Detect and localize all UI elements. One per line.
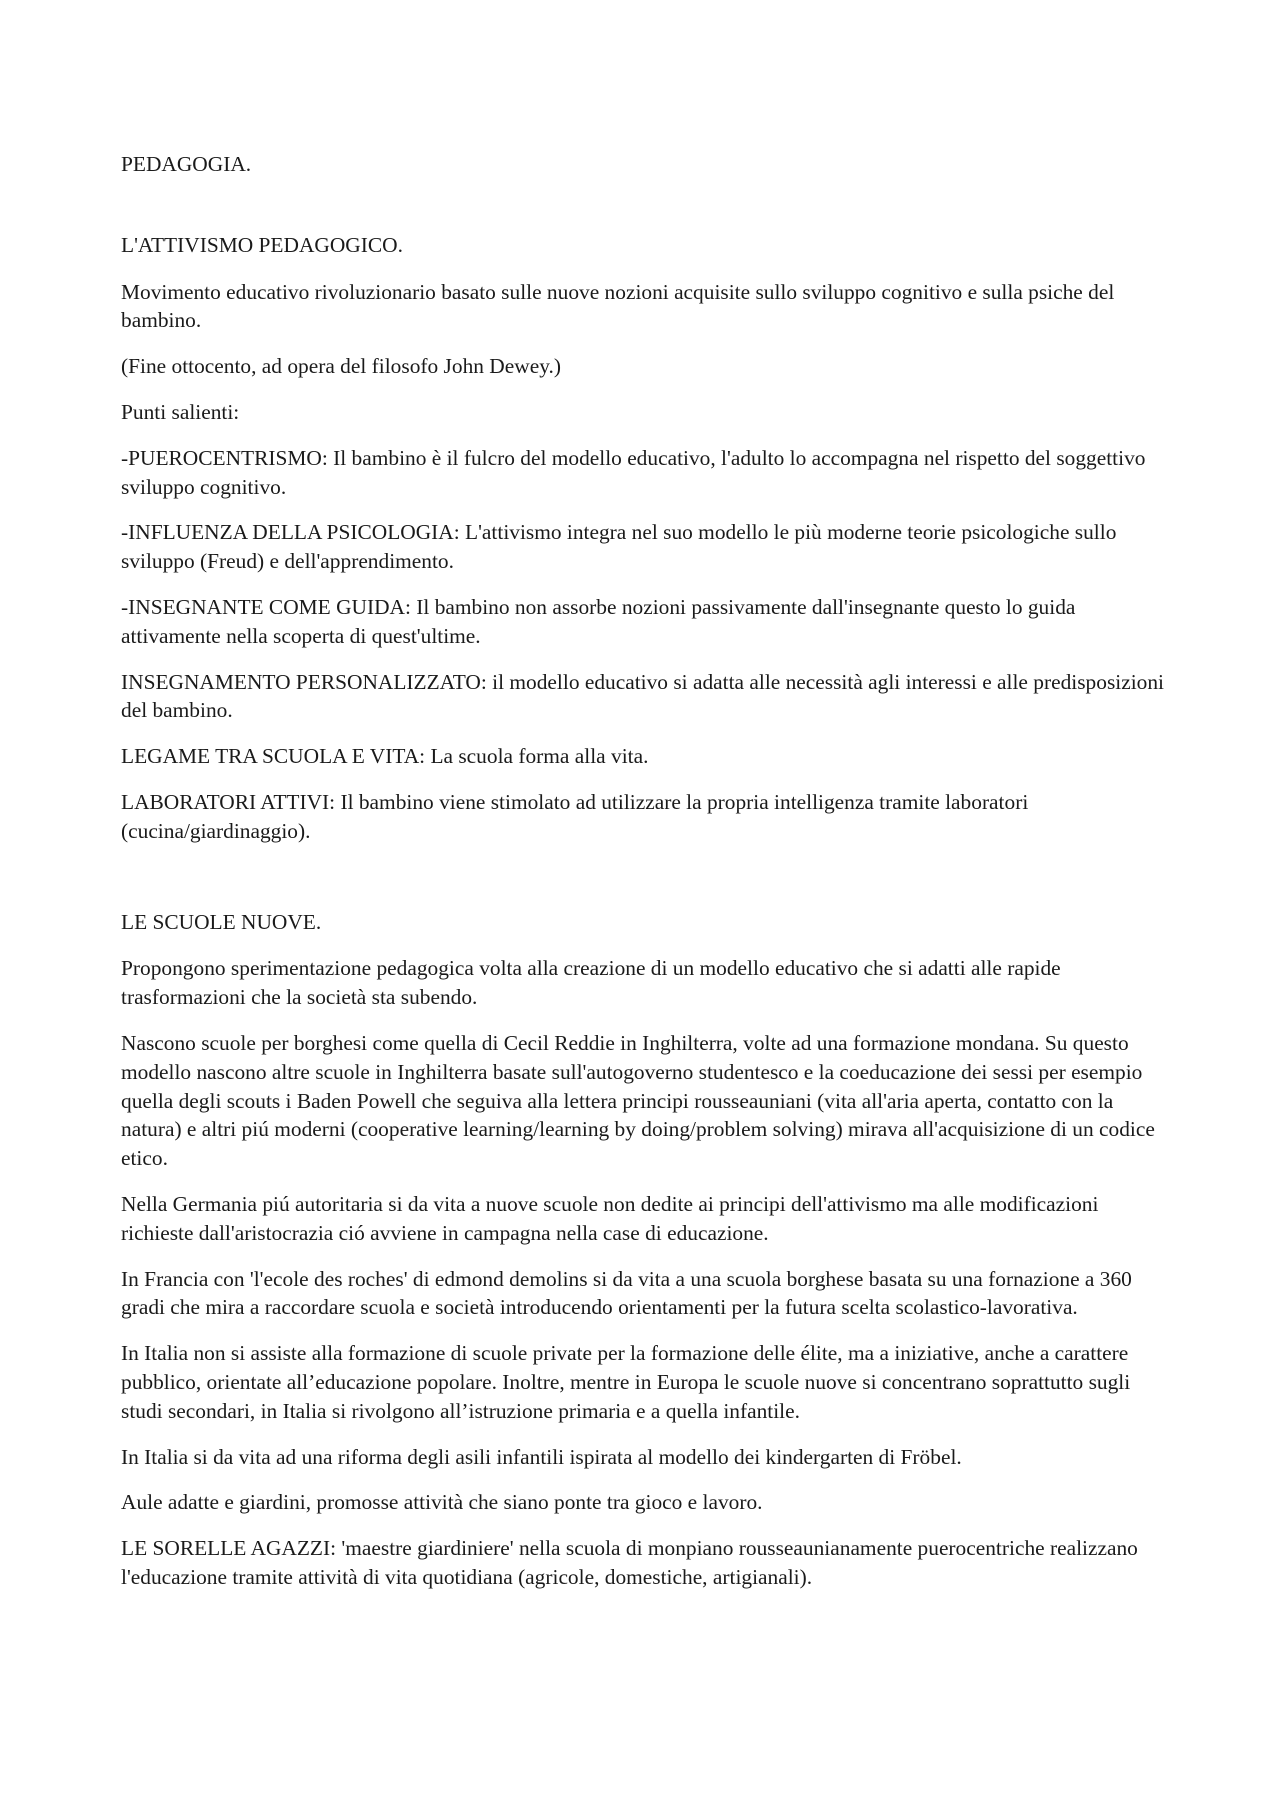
document-body — [121, 150, 1171, 1609]
paragraph: Nascono scuole per borghesi come quella di Cecil Reddie in Inghilterra, volte ad una formazione mondana. Su questo modello nascono altre scuole in Inghilterra basate sull'autogoverno studentesco e la coeducazione dei sessi per esempio quella degli scouts i Baden Powell che seguiva alla lettera principi rousseauniani (vita all'aria aperta, contatto con la natura) e altri piú moderni (cooperative learning/learning by doing/problem solving) mirava all'acquisizione di un codice etico. — [121, 1030, 1155, 1171]
paragraph: Movimento educativo rivoluzionario basato sulle nuove nozioni acquisite sullo sviluppo cognitivo e sulla psiche del bambino. — [121, 279, 1115, 333]
paragraph: Nella Germania piú autoritaria si da vita a nuove scuole non dedite ai principi dell'attivismo ma alle modificazioni richieste dall'aristocrazia ció avviene in campagna nella case di educazione. — [121, 1191, 1099, 1245]
paragraph: INSEGNAMENTO PERSONALIZZATO: il modello educativo si adatta alle necessità agli interessi e alle predisposizioni del bambino. — [121, 669, 1164, 723]
paragraph: Punti salienti: — [121, 399, 240, 424]
paragraph: (Fine ottocento, ad opera del filosofo John Dewey.) — [121, 354, 561, 379]
paragraph: In Italia non si assiste alla formazione di scuole private per la formazione delle élite, ma a iniziative, anche a carattere pubblico, orientate all’educazione popolare. Inoltre, mentre in Europa le scuole nuove si concentrano soprattutto sugli studi secondari, in Italia si rivolgono all’istruzione primaria e a quella infantile. — [121, 1341, 1131, 1423]
paragraph: LEGAME TRA SCUOLA E VITA: La scuola forma alla vita. — [121, 744, 649, 769]
paragraph: In Italia si da vita ad una riforma degli asili infantili ispirata al modello dei kindergarten di Fröbel. — [121, 1444, 962, 1469]
section-heading-scuole-nuove: LE SCUOLE NUOVE. — [121, 909, 322, 934]
document-title: PEDAGOGIA. — [121, 152, 252, 176]
paragraph: LABORATORI ATTIVI: Il bambino viene stimolato ad utilizzare la propria intelligenza tramite laboratori (cucina/giardinaggio). — [121, 789, 1029, 843]
paragraph: LE SORELLE AGAZZI: 'maestre giardiniere' nella scuola di monpiano rousseaunianamente puerocentriche realizzano l'educazione tramite attività di vita quotidiana (agricole, domestiche, artigianali). — [121, 1536, 1138, 1589]
paragraph: In Francia con 'l'ecole des roches' di edmond demolins si da vita a una scuola borghese basata su una fornazione a 360 gradi che mira a raccordare scuola e società introducendo orientamenti per la futura scelta scolastico-lavorativa. — [121, 1266, 1132, 1320]
paragraph: Propongono sperimentazione pedagogica volta alla creazione di un modello educativo che si adatti alle rapide trasformazioni che la società sta subendo. — [121, 956, 1061, 1010]
section-heading-attivismo: L'ATTIVISMO PEDAGOGICO. — [121, 232, 403, 257]
paragraph: -PUEROCENTRISMO: Il bambino è il fulcro del modello educativo, l'adulto lo accompagna nel rispetto del soggettivo sviluppo cognitivo. — [121, 445, 1146, 499]
paragraph: -INSEGNANTE COME GUIDA: Il bambino non assorbe nozioni passivamente dall'insegnante questo lo guida attivamente nella scoperta di quest'ultime. — [121, 594, 1076, 648]
paragraph: -INFLUENZA DELLA PSICOLOGIA: L'attivismo integra nel suo modello le più moderne teorie psicologiche sullo sviluppo (Freud) e dell'apprendimento. — [121, 520, 1117, 574]
paragraph: Aule adatte e giardini, promosse attività che siano ponte tra gioco e lavoro. — [121, 1490, 763, 1515]
